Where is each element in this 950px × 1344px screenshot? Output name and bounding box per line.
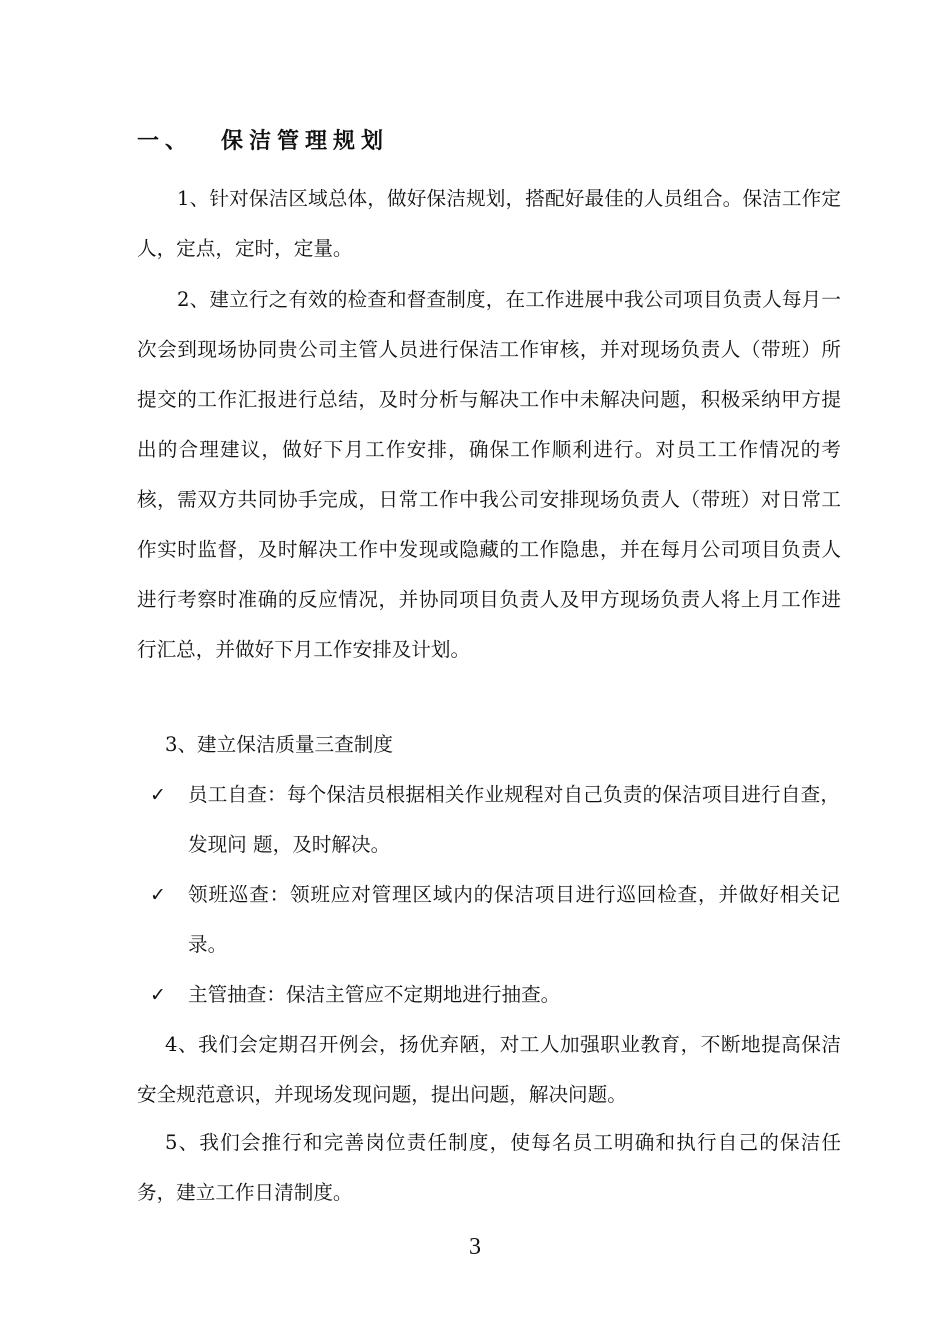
paragraph-4: 4、我们会定期召开例会，扬优弃陋，对工人加强职业教育，不断地提高保洁安全规范意识，并现场发现问题，提出问题，解决问题。 (137, 1033, 841, 1106)
checklist-item (150, 970, 840, 1020)
checklist-item-text: 员工自查：每个保洁员根据相关作业规程对自己负责的保洁项目进行自查，发现问 题，及时解决。 (188, 783, 840, 856)
page-number: 3 (469, 1234, 481, 1260)
section-heading (137, 124, 389, 155)
checkmark-icon: ✓ (150, 884, 166, 906)
checklist-item (150, 870, 840, 970)
paragraph-3: 3、建立保洁质量三查制度 (165, 733, 393, 756)
inspection-checklist (150, 770, 840, 1020)
checkmark-icon: ✓ (150, 784, 166, 806)
paragraph-2: 2、建立行之有效的检查和督查制度，在工作进展中我公司项目负责人每月一次会到现场协同贵公司主管人员进行保洁工作审核，并对现场负责人（带班）所提交的工作汇报进行总结，及时分析与解决工作中未解决问题，积极采纳甲方提出的合理建议，做好下月工作安排，确保工作顺利进行。对员工工作情况的考核，需双方共同协手完成，日常工作中我公司安排现场负责人（带班）对日常工作实时监督，及时解决工作中发现或隐藏的工作隐患，并在每月公司项目负责人进行考察时准确的反应情况，并协同项目负责人及甲方现场负责人将上月工作进行汇总，并做好下月工作安排及计划。 (137, 288, 841, 661)
checklist-item (150, 770, 840, 870)
section-number: 一、 (137, 129, 194, 154)
section-title: 保洁管理规划 (221, 129, 390, 154)
paragraph-5: 5、我们会推行和完善岗位责任制度，使每名员工明确和执行自己的保洁任务，建立工作日清制度。 (137, 1131, 841, 1204)
checklist-item-text: 领班巡查：领班应对管理区域内的保洁项目进行巡回检查，并做好相关记录。 (188, 883, 840, 956)
checklist-item-text: 主管抽查：保洁主管应不定期地进行抽查。 (188, 983, 561, 1006)
checkmark-icon: ✓ (150, 984, 166, 1006)
paragraph-1: 1、针对保洁区域总体，做好保洁规划，搭配好最佳的人员组合。保洁工作定人，定点，定时，定量。 (137, 187, 841, 260)
